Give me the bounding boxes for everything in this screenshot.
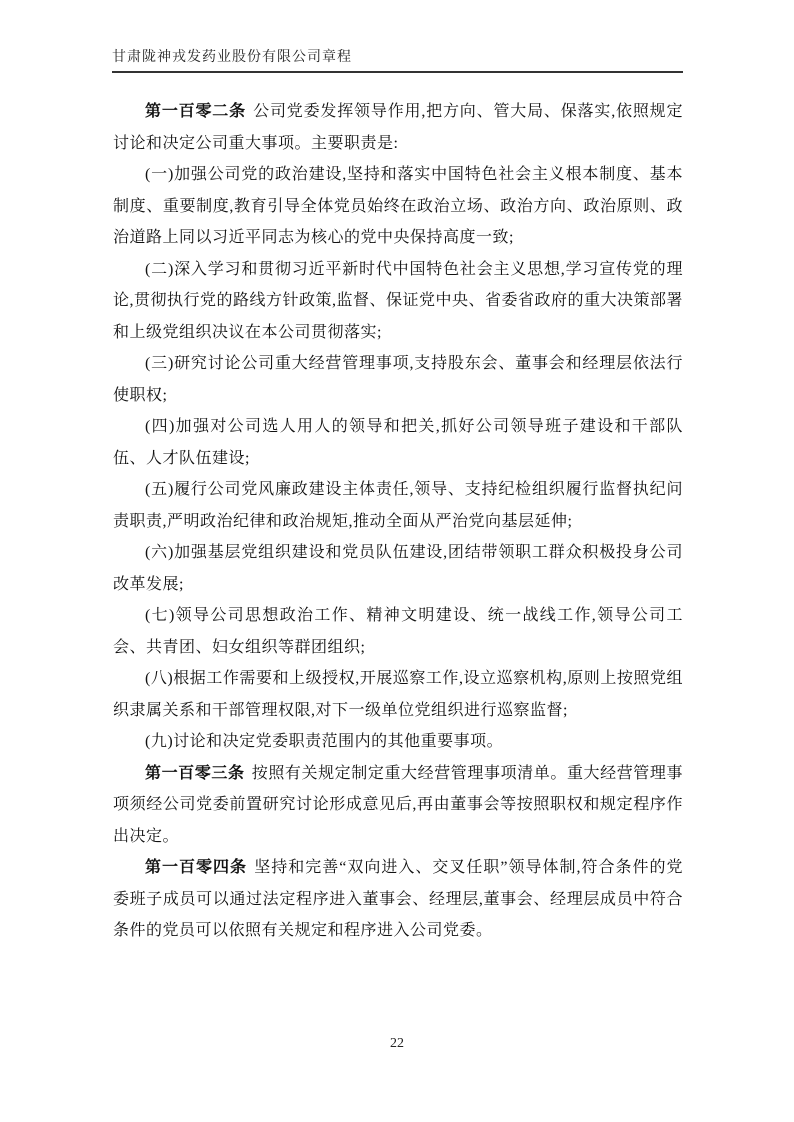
header-title: 甘肃陇神戎发药业股份有限公司章程	[112, 50, 352, 65]
article-102-item-8	[113, 663, 683, 726]
paragraph-text: (一)加强公司党的政治建设,坚持和落实中国特色社会主义根本制度、基本制度、重要制度,教育引导全体党员始终在政治立场、政治方向、政治原则、政治道路上同以习近平同志为核心的党中央保持高度一致;	[113, 166, 683, 246]
article-102-item-4	[113, 411, 683, 474]
document-body	[113, 96, 683, 947]
paragraph-text: (二)深入学习和贯彻习近平新时代中国特色社会主义思想,学习宣传党的理论,贯彻执行党的路线方针政策,监督、保证党中央、省委省政府的重大决策部署和上级党组织决议在本公司贯彻落实;	[113, 260, 684, 341]
paragraph-text: (三)研究讨论公司重大经营管理事项,支持股东会、董事会和经理层依法行使职权;	[113, 355, 683, 404]
article-102-item-6	[113, 537, 683, 600]
page-header	[112, 46, 683, 73]
paragraph-text: (六)加强基层党组织建设和党员队伍建设,团结带领职工群众积极投身公司改革发展;	[113, 544, 683, 593]
article-102-item-1	[113, 159, 683, 254]
article-104	[113, 852, 683, 947]
article-102-item-2	[113, 254, 683, 349]
paragraph-text: (七)领导公司思想政治工作、精神文明建设、统一战线工作,领导公司工会、共青团、妇女组织等群团组织;	[113, 607, 683, 656]
paragraph-text: (八)根据工作需要和上级授权,开展巡察工作,设立巡察机构,原则上按照党组织隶属关系和干部管理权限,对下一级单位党组织进行巡察监督;	[113, 670, 683, 719]
paragraph-text: (九)讨论和决定党委职责范围内的其他重要事项。	[145, 733, 504, 750]
paragraph-text: 公司党委发挥领导作用,把方向、管大局、保落实,依照规定讨论和决定公司重大事项。主要职责是:	[113, 103, 683, 152]
paragraph-text: 按照有关规定制定重大经营管理事项清单。重大经营管理事项须经公司党委前置研究讨论形成意见后,再由董事会等按照职权和规定程序作出决定。	[113, 764, 683, 845]
article-103	[113, 758, 683, 853]
article-102-intro	[113, 96, 683, 159]
article-102-item-9	[113, 726, 683, 758]
paragraph-text: (四)加强对公司选人用人的领导和把关,抓好公司领导班子建设和干部队伍、人才队伍建设;	[113, 418, 683, 467]
paragraph-text: (五)履行公司党风廉政建设主体责任,领导、支持纪检组织履行监督执纪问责职责,严明政治纪律和政治规矩,推动全面从严治党向基层延伸;	[113, 481, 683, 530]
article-102-item-3	[113, 348, 683, 411]
paragraph-text: 坚持和完善“双向进入、交叉任职”领导体制,符合条件的党委班子成员可以通过法定程序进入董事会、经理层,董事会、经理层成员中符合条件的党员可以依照有关规定和程序进入公司党委。	[113, 859, 683, 939]
article-number: 第一百零四条	[145, 859, 248, 876]
article-102-item-5	[113, 474, 683, 537]
article-102-item-7	[113, 600, 683, 663]
page-number: 22	[390, 1036, 404, 1051]
article-number: 第一百零二条	[145, 103, 246, 120]
article-number: 第一百零三条	[145, 764, 245, 782]
